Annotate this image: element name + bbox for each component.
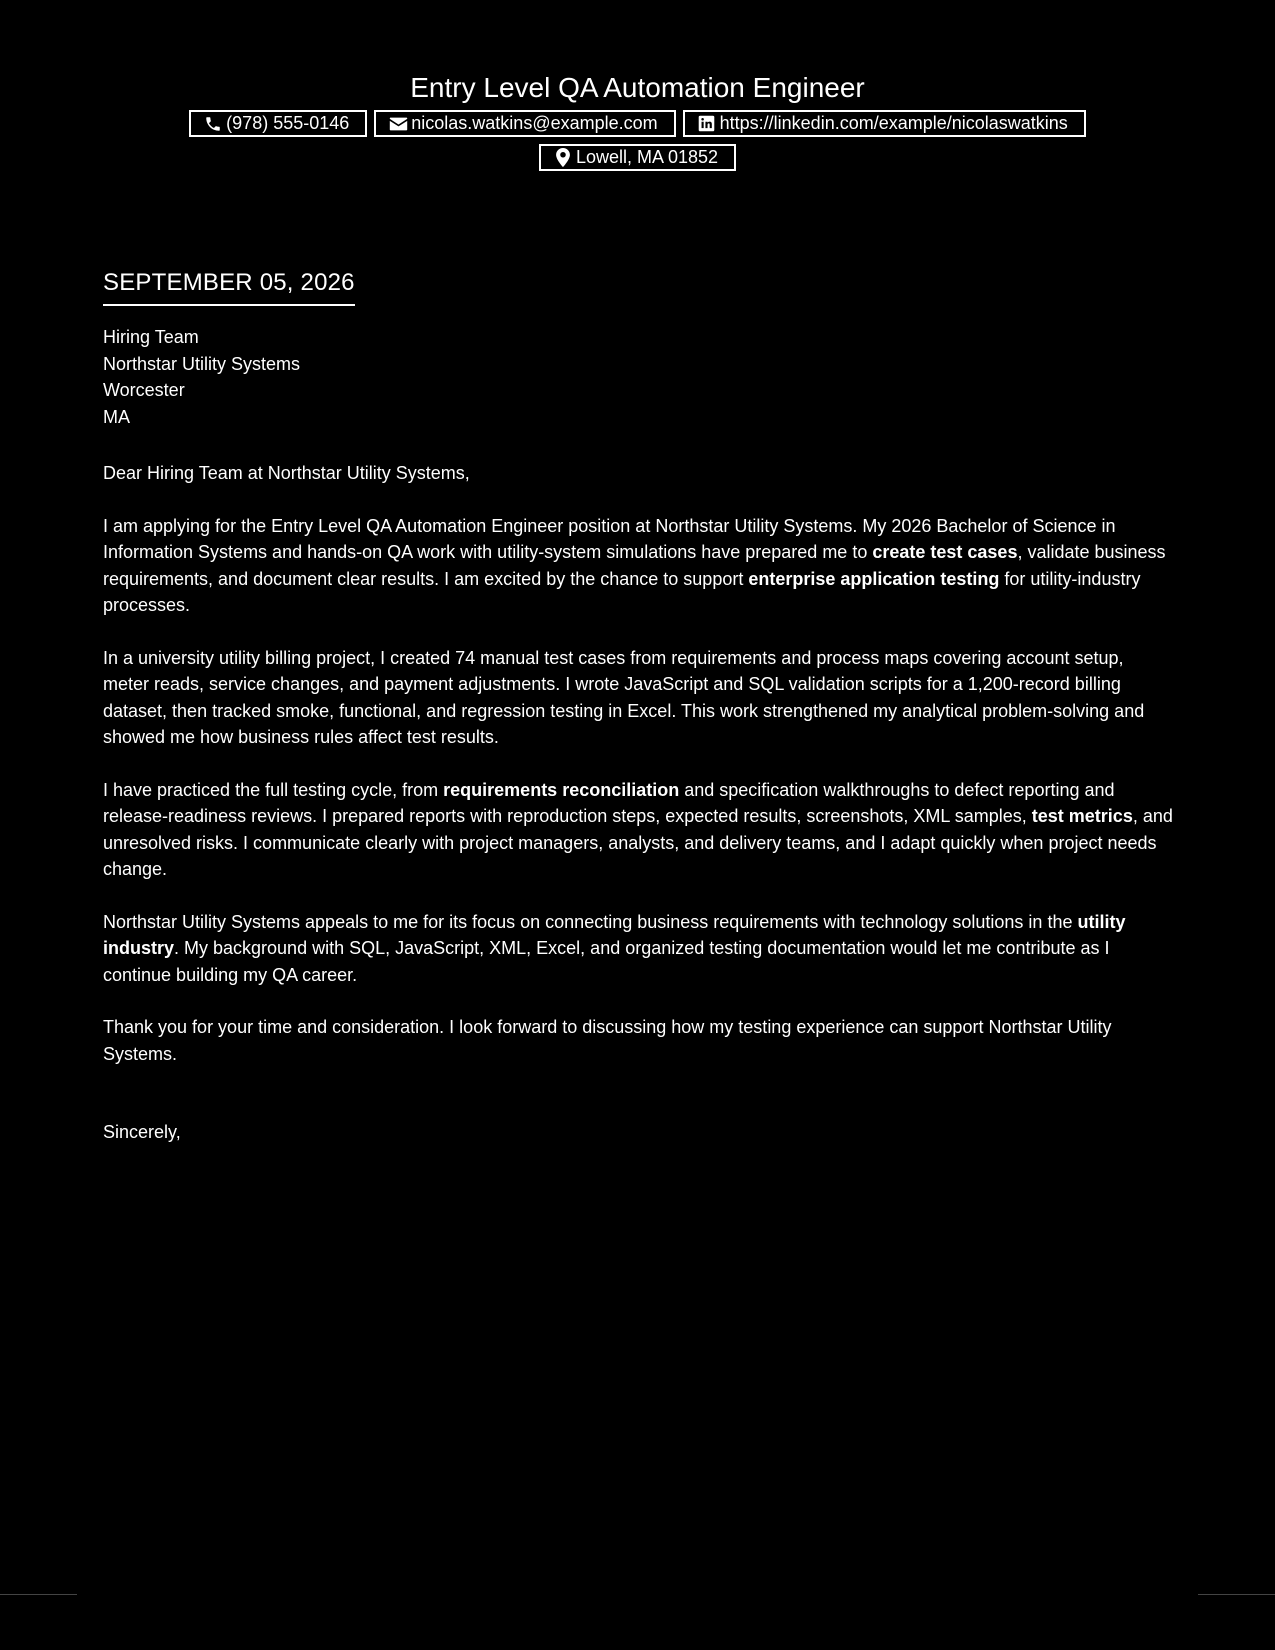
paragraph-text: . My background with SQL, JavaScript, XML, Excel, and organized testing documentation would let me contribute as I continue building my QA career. <box>103 938 1110 985</box>
paragraph-text: and specification walkthroughs to defect reporting and release-readiness reviews. I prepared reports with reproduction steps, expected results, screenshots, XML samples, <box>103 779 1115 826</box>
recipient-line: Hiring Team <box>103 327 199 347</box>
highlight-text: enterprise application testing <box>748 568 1000 589</box>
recipient-city: Worcester <box>103 380 185 400</box>
paragraph-text: I have practiced the full testing cycle, from <box>103 779 444 800</box>
contact-row <box>0 110 1275 137</box>
paragraph-text: Thank you for your time and consideration. I look forward to discussing how my testing experience can support Northstar Utility Systems. <box>103 1017 1112 1064</box>
recipient-company: Northstar Utility Systems <box>103 353 301 374</box>
map-pin-icon <box>553 148 573 168</box>
job-title: Entry Level QA Automation Engineer <box>410 72 865 103</box>
letter-header <box>0 70 1275 171</box>
closing: Sincerely, <box>103 1122 181 1142</box>
envelope-icon <box>388 114 408 134</box>
highlight-text: create test cases <box>872 542 1018 562</box>
email-text: nicolas.watkins@example.com <box>411 113 658 133</box>
highlight-text: test metrics <box>1031 806 1133 826</box>
contact-row-location <box>0 144 1275 171</box>
paragraph-text: for utility-industry processes. <box>103 568 1141 615</box>
paragraph-text: , and unresolved risks. I communicate clearly with project managers, analysts, and delivery teams, and I adapt quickly when project needs change. <box>103 806 1173 879</box>
paragraph-text: Northstar Utility Systems appeals to me for its focus on connecting business requirements with technology solutions in the <box>103 911 1078 932</box>
phone-icon <box>203 114 223 134</box>
paragraph-text: , validate business requirements, and document clear results. I am excited by the chance to support <box>103 542 1166 589</box>
recipient-state: MA <box>103 406 130 427</box>
highlight-text: requirements reconciliation <box>443 779 680 800</box>
footer-rule-left <box>0 1594 77 1595</box>
paragraph-4 <box>103 909 1173 989</box>
location-text: Lowell, MA 01852 <box>575 147 719 167</box>
recipient-block <box>103 324 1173 430</box>
phone-chip[interactable] <box>189 110 367 137</box>
phone-text: (978) 555-0146 <box>226 113 350 133</box>
email-chip[interactable] <box>374 110 675 137</box>
linkedin-chip[interactable] <box>683 110 1086 137</box>
paragraph-1 <box>103 513 1173 619</box>
footer-rule-right <box>1198 1594 1275 1595</box>
letter-body <box>103 268 1173 1146</box>
location-chip[interactable] <box>539 144 736 171</box>
letter-date: SEPTEMBER 05, 2026 <box>103 268 355 306</box>
salutation: Dear Hiring Team at Northstar Utility Systems, <box>103 463 470 483</box>
paragraph-3 <box>103 777 1173 883</box>
linkedin-icon <box>697 114 717 134</box>
paragraph-text: I am applying for the Entry Level QA Automation Engineer position at Northstar Utility Systems. My 2026 Bachelor of Science in Information Systems and hands-on QA work with utility-system simulations have prepared me to <box>103 515 1116 562</box>
paragraph-5 <box>103 1014 1173 1067</box>
paragraph-text: In a university utility billing project, I created 74 manual test cases from requirements and process maps covering account setup, meter reads, service changes, and payment adjustments. I wrote JavaScript and SQL validation scripts for a 1,200-record billing dataset, then tracked smoke, functional, and regression testing in Excel. This work strengthened my analytical problem-solving and showed me how business rules affect test results. <box>103 647 1145 747</box>
highlight-text: utility industry <box>103 911 1126 958</box>
linkedin-text: https://linkedin.com/example/nicolaswatkins <box>719 113 1068 133</box>
paragraph-2 <box>103 645 1173 751</box>
